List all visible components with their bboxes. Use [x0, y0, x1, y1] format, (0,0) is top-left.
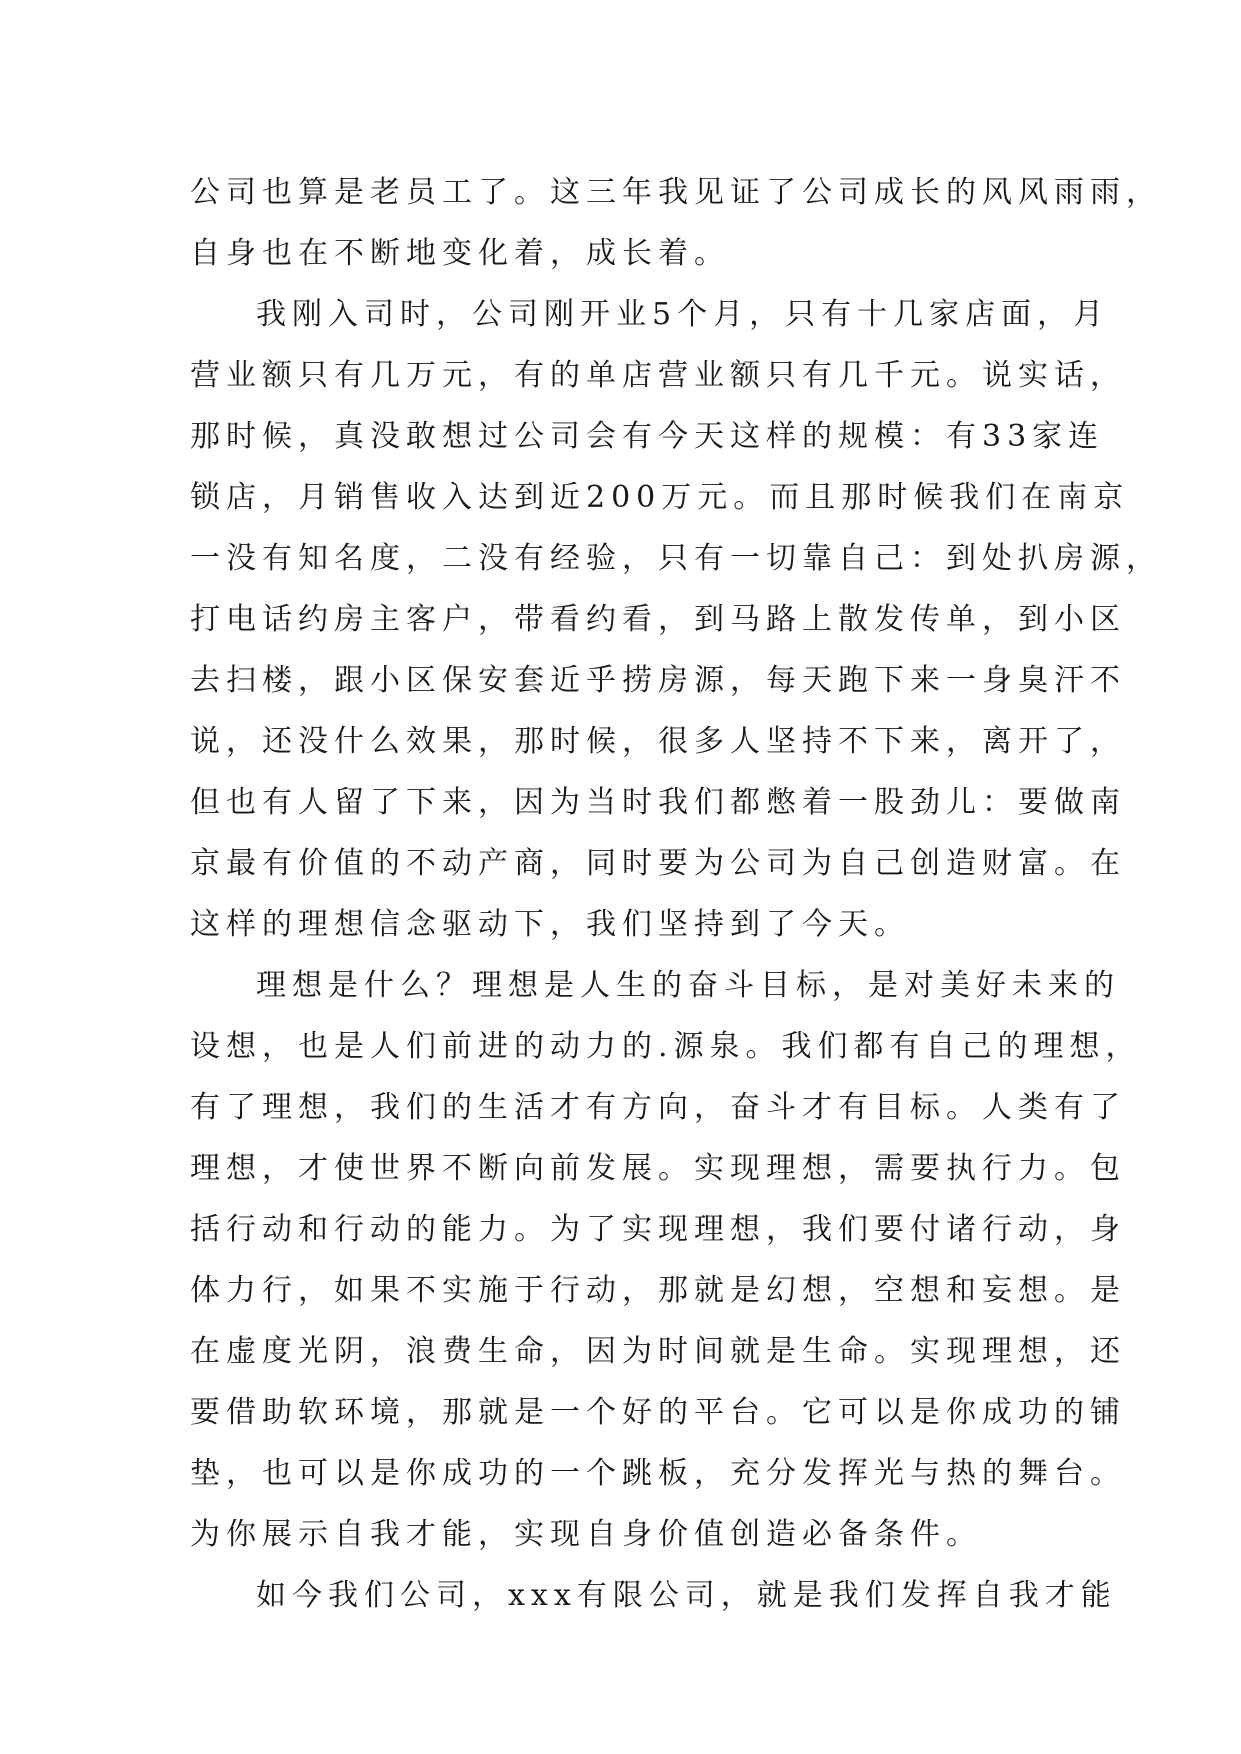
text-line: 这样的理想信念驱动下，我们坚持到了今天。: [190, 907, 910, 942]
text-line: 那时候，真没敢想过公司会有今天这样的规模：有33家连: [190, 419, 1105, 454]
text-line: 锁店，月销售收入达到近200万元。而且那时候我们在南京: [190, 480, 1130, 515]
text-line: 一没有知名度，二没有经验，只有一切靠自己：到处扒房源，: [190, 541, 1162, 576]
text-line: 括行动和行动的能力。为了实现理想，我们要付诸行动，身: [190, 1212, 1126, 1247]
text-line: 要借助软环境，那就是一个好的平台。它可以是你成功的铺: [190, 1395, 1126, 1430]
text-line: 自身也在不断地变化着，成长着。: [190, 236, 730, 271]
text-line: 去扫楼，跟小区保安套近乎捞房源，每天跑下来一身臭汗不: [190, 663, 1126, 698]
text-line: 说，还没什么效果，那时候，很多人坚持不下来，离开了，: [190, 724, 1126, 759]
text-line: 垫，也可以是你成功的一个跳板，充分发挥光与热的舞台。: [190, 1456, 1126, 1491]
text-line: 但也有人留了下来，因为当时我们都憋着一股劲儿：要做南: [190, 785, 1126, 820]
text-line: 在虚度光阴，浪费生命，因为时间就是生命。实现理想，还: [190, 1334, 1126, 1369]
text-line: 公司也算是老员工了。这三年我见证了公司成长的风风雨雨，: [190, 175, 1162, 210]
text-line: 有了理想，我们的生活才有方向，奋斗才有目标。人类有了: [190, 1090, 1126, 1125]
text-line: 营业额只有几万元，有的单店营业额只有几千元。说实话，: [190, 358, 1126, 393]
text-line: 打电话约房主客户，带看约看，到马路上散发传单，到小区: [190, 602, 1126, 637]
paragraph-start-line: 理想是什么？理想是人生的奋斗目标，是对美好未来的: [256, 968, 1120, 1003]
text-line: 理想，才使世界不断向前发展。实现理想，需要执行力。包: [190, 1151, 1126, 1186]
text-line: 体力行，如果不实施于行动，那就是幻想，空想和妄想。是: [190, 1273, 1126, 1308]
text-line: 为你展示自我才能，实现自身价值创造必备条件。: [190, 1517, 982, 1552]
text-line: 设想，也是人们前进的动力的.源泉。我们都有自己的理想，: [190, 1029, 1142, 1064]
paragraph-start-line: 如今我们公司，xxx有限公司，就是我们发挥自我才能: [256, 1578, 1117, 1613]
text-line: 京最有价值的不动产商，同时要为公司为自己创造财富。在: [190, 846, 1126, 881]
paragraph-start-line: 我刚入司时，公司刚开业5个月，只有十几家店面，月: [256, 297, 1110, 332]
body-text: [190, 162, 1162, 1626]
